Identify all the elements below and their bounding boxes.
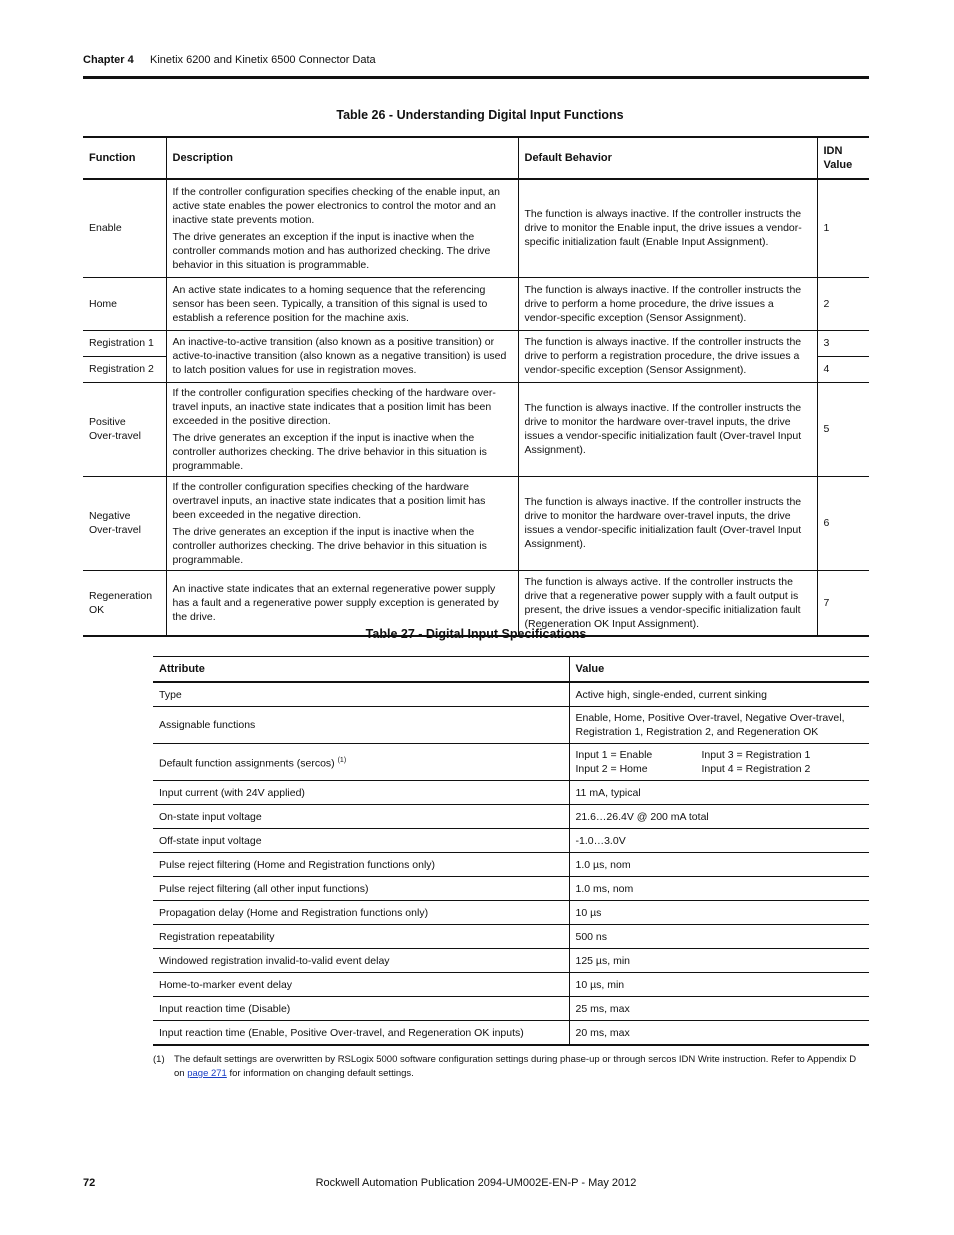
table-row [153, 805, 869, 829]
table-row [153, 682, 869, 707]
input-assignment: Input 1 = Enable [575, 749, 653, 761]
function-cell: Registration 1 [83, 330, 166, 356]
description-cell: An inactive-to-active transition (also known as a positive transition) or active-to-inactive transition (also known as a negative transition) is used to latch position values for use in registration moves. [166, 330, 518, 382]
attribute-cell: Propagation delay (Home and Registration functions only) [153, 901, 569, 925]
col-header-attribute: Attribute [153, 657, 569, 683]
function-line: Over-travel [89, 524, 141, 536]
table-row [83, 382, 869, 476]
idn-cell: 2 [817, 277, 869, 330]
default-behavior-cell: The function is always inactive. If the controller instructs the drive to monitor the hardware over-travel inputs, the drive issues a vendor-specific initialization fault (Over-travel Input Assignment). [518, 476, 817, 570]
table-row [83, 330, 869, 356]
table-header-row [153, 657, 869, 683]
default-behavior-cell: The function is always inactive. If the controller instructs the drive to monitor the Enable input, the drive issues a vendor-specific initialization fault (Enable Input Assignment). [518, 179, 817, 277]
table-row [153, 925, 869, 949]
footnote-number: (1) [153, 1054, 165, 1065]
function-line: Over-travel [89, 430, 141, 442]
idn-cell: 6 [817, 476, 869, 570]
default-behavior-cell: The function is always inactive. If the controller instructs the drive to perform a registration procedure, the drive issues a vendor-specific exception (Sensor Assignment). [518, 330, 817, 382]
description-cell [166, 179, 518, 277]
value-line: Registration 1, Registration 2, and Regeneration OK [575, 726, 819, 738]
value-cell: 25 ms, max [569, 997, 869, 1021]
attribute-cell: Home-to-marker event delay [153, 973, 569, 997]
table-row [153, 949, 869, 973]
function-line: OK [89, 603, 105, 616]
attribute-cell: Windowed registration invalid-to-valid event delay [153, 949, 569, 973]
attribute-cell: On-state input voltage [153, 805, 569, 829]
table-row [153, 853, 869, 877]
value-cell: 500 ns [569, 925, 869, 949]
table-row [153, 997, 869, 1021]
input-assignment: Input 4 = Registration 2 [701, 763, 811, 775]
description-cell: An inactive state indicates that an external regenerative power supply has a fault and a regenerative power supply exception is generated by the drive. [166, 570, 518, 636]
value-cell [569, 707, 869, 744]
attribute-cell: Pulse reject filtering (Home and Registration functions only) [153, 853, 569, 877]
table-row [153, 901, 869, 925]
col-header-default-behavior: Default Behavior [518, 137, 817, 179]
value-cell: -1.0…3.0V [569, 829, 869, 853]
default-behavior-cell: The function is always inactive. If the controller instructs the drive to monitor the hardware over-travel inputs, the drive issues a vendor-specific initialization fault (Over-travel Input Assignment). [518, 382, 817, 476]
attribute-cell: Input reaction time (Enable, Positive Over-travel, and Regeneration OK inputs) [153, 1021, 569, 1046]
assign-col-right [702, 748, 811, 776]
table-row [153, 744, 869, 781]
table-row [153, 781, 869, 805]
attribute-cell: Pulse reject filtering (all other input functions) [153, 877, 569, 901]
table-row [83, 277, 869, 330]
function-line: Positive [89, 416, 126, 428]
attribute-cell: Off-state input voltage [153, 829, 569, 853]
publication-info: Rockwell Automation Publication 2094-UM002E-EN-P - May 2012 [315, 1177, 637, 1189]
table-row [153, 829, 869, 853]
value-cell [569, 744, 869, 781]
value-line: Enable, Home, Positive Over-travel, Negative Over-travel, [575, 712, 845, 724]
value-cell: 21.6…26.4V @ 200 mA total [569, 805, 869, 829]
function-line: Negative [89, 510, 131, 522]
col-header-idn-value [817, 137, 869, 179]
chapter-title: Kinetix 6200 and Kinetix 6500 Connector Data [150, 54, 376, 66]
col-header-function: Function [83, 137, 166, 179]
idn-cell: 5 [817, 382, 869, 476]
attribute-cell: Assignable functions [153, 707, 569, 744]
footnote-text-before: The default settings are overwritten by RSLogix 5000 software configuration settings during phase-up or through sercos IDN Write instruction. Refer to Appendix D on [174, 1054, 857, 1079]
value-cell: 10 µs, min [569, 973, 869, 997]
idn-header-line1: IDN [823, 145, 843, 157]
description-para: The drive generates an exception if the input is inactive when the controller authorizes checking. The drive behavior in this situation is programmable. [172, 431, 487, 472]
idn-cell: 3 [817, 330, 869, 356]
function-cell: Enable [83, 179, 166, 277]
table-27-caption: Table 27 - Digital Input Specifications [365, 627, 587, 641]
value-cell: 20 ms, max [569, 1021, 869, 1046]
digital-input-functions-table [83, 136, 869, 637]
page-header [83, 52, 869, 79]
value-cell: 10 µs [569, 901, 869, 925]
attribute-text: Default function assignments (sercos) [159, 757, 335, 770]
input-assignment: Input 3 = Registration 1 [701, 749, 811, 761]
function-line: Regeneration [89, 589, 153, 602]
table-row [153, 973, 869, 997]
description-cell: An active state indicates to a homing sequence that the referencing sensor has been seen. Typically, a transition of this signal is used to establish a reference position for the machine axis. [166, 277, 518, 330]
value-cell: 1.0 µs, nom [569, 853, 869, 877]
footnote-text-after: for information on changing default settings. [229, 1068, 414, 1079]
description-cell [166, 382, 518, 476]
table-row [153, 877, 869, 901]
default-behavior-cell: The function is always active. If the controller instructs the drive that a regenerative power supply with a fault output is present, the drive issues a vendor-specific initialization fault (Regeneration OK Input Assignment). [518, 570, 817, 636]
attribute-cell: Type [153, 682, 569, 707]
idn-cell: 4 [817, 356, 869, 382]
page-271-link[interactable]: page 271 [187, 1068, 227, 1079]
col-header-description: Description [166, 137, 518, 179]
attribute-cell: Input current (with 24V applied) [153, 781, 569, 805]
attribute-cell: Registration repeatability [153, 925, 569, 949]
attribute-cell [153, 744, 569, 781]
function-cell: Home [83, 277, 166, 330]
function-cell: Registration 2 [83, 356, 166, 382]
input-assignment: Input 2 = Home [575, 763, 648, 775]
idn-cell: 7 [817, 570, 869, 636]
assign-col-left [576, 748, 702, 776]
value-cell: 11 mA, typical [569, 781, 869, 805]
footnote-text [174, 1053, 869, 1081]
function-cell [83, 382, 166, 476]
idn-header-line2: Value [823, 159, 853, 171]
table-row [83, 476, 869, 570]
col-header-value: Value [569, 657, 869, 683]
footnote [153, 1053, 869, 1081]
table-row [83, 179, 869, 277]
value-cell: Active high, single-ended, current sinking [569, 682, 869, 707]
description-cell [166, 476, 518, 570]
digital-input-specifications-table [153, 656, 869, 1046]
table-header-row [83, 137, 869, 179]
description-para: If the controller configuration specifies checking of the hardware over-travel inputs, an inactive state indicates that a position limit has been exceeded in the positive direction. [172, 386, 496, 427]
page-number: 72 [83, 1177, 96, 1189]
description-para: The drive generates an exception if the input is inactive when the controller authorizes checking. The drive behavior in this situation is programmable. [172, 525, 487, 566]
attribute-cell: Input reaction time (Disable) [153, 997, 569, 1021]
value-cell: 125 µs, min [569, 949, 869, 973]
description-para: If the controller configuration specifies checking of the enable input, an active state enables the power electronics to control the motor and an inactive state prevents motion. [172, 185, 500, 226]
default-behavior-cell: The function is always inactive. If the controller instructs the drive to perform a home procedure, the drive issues a vendor-specific exception (Sensor Assignment). [518, 277, 817, 330]
function-cell [83, 476, 166, 570]
table-row [153, 1021, 869, 1046]
chapter-label: Chapter 4 [83, 54, 134, 66]
footnote-ref: (1) [337, 756, 347, 764]
description-para: If the controller configuration specifies checking of the hardware overtravel inputs, an inactive state indicates that a position limit has been exceeded in the negative direction. [172, 480, 486, 521]
idn-cell: 1 [817, 179, 869, 277]
value-cell: 1.0 ms, nom [569, 877, 869, 901]
default-assignments [576, 748, 864, 776]
description-para: The drive generates an exception if the input is inactive when the controller commands motion and has authorized checking. The drive behavior in this situation is programmable. [172, 230, 491, 271]
table-26-caption: Table 26 - Understanding Digital Input Functions [336, 108, 624, 122]
table-row [153, 707, 869, 744]
